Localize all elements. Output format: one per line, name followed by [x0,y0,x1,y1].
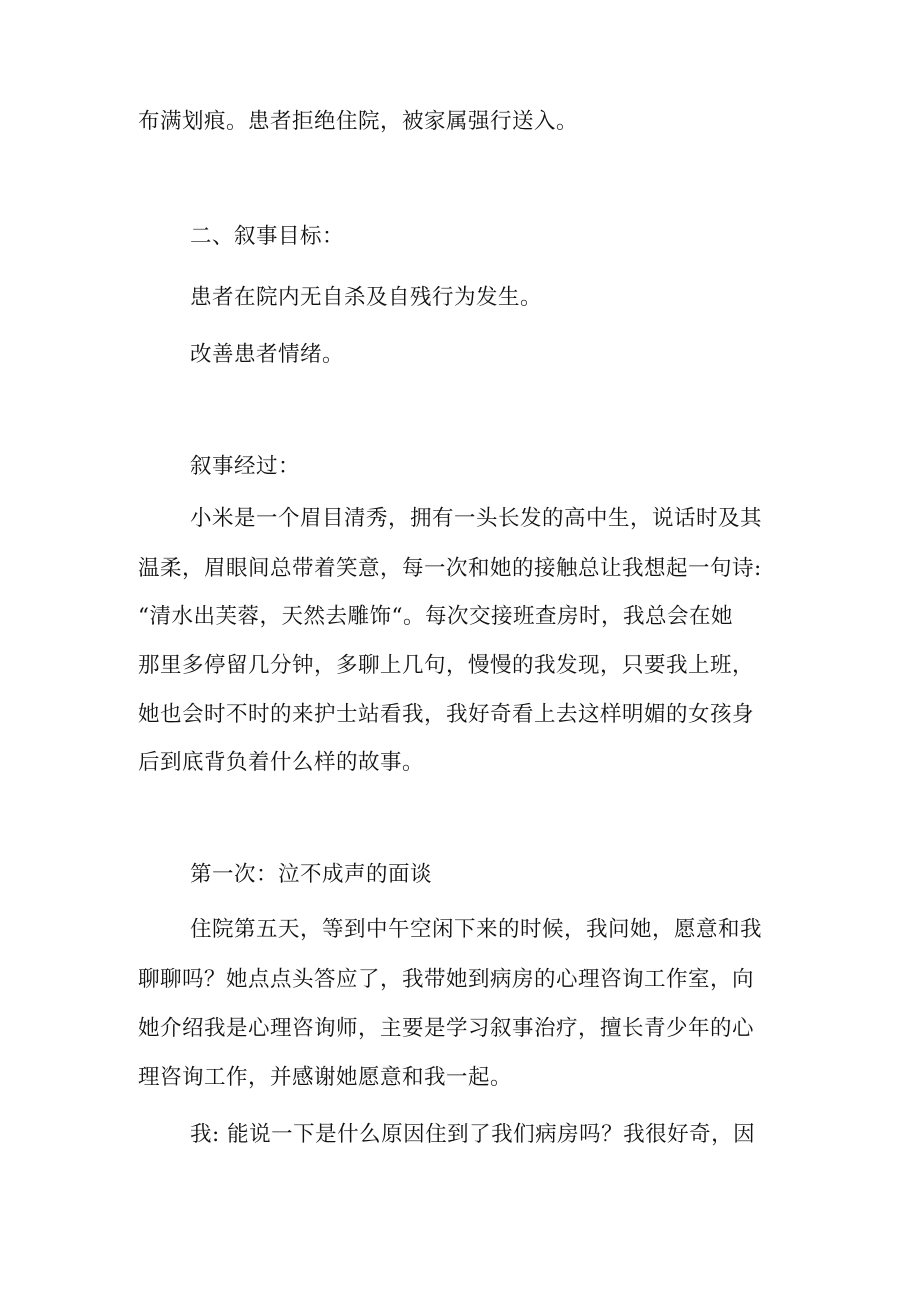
paragraph-line: 她也会时不时的来护士站看我，我好奇看上去这样明媚的女孩身 [138,702,755,727]
process-heading: 叙事经过： [190,454,301,479]
goal-item: 改善患者情绪。 [190,342,345,367]
paragraph-line: 住院第五天，等到中午空闲下来的时候，我问她，愿意和我 [190,917,763,942]
dialogue-line: 我: 能说一下是什么原因住到了我们病房吗？我很好奇，因 [190,1122,756,1147]
paragraph-line: “清水出芙蓉，天然去雕饰“。每次交接班查房时，我总会在她 [138,604,733,629]
paragraph-line: 小米是一个眉目清秀，拥有一头长发的高中生，说话时及其 [190,506,763,531]
paragraph-line: 她介绍我是心理咨询师，主要是学习叙事治疗，擅长青少年的心 [138,1016,755,1041]
goal-item: 患者在院内无自杀及自残行为发生。 [190,285,543,310]
paragraph-line: 温柔，眉眼间总带着笑意，每一次和她的接触总让我想起一句诗: [138,556,762,581]
paragraph-line: 理咨询工作，并感谢她愿意和我一起。 [138,1065,513,1090]
intro-line: 布满划痕。患者拒绝住院，被家属强行送入。 [138,109,579,134]
session-heading: 第一次：泣不成声的面谈 [190,862,433,887]
goals-heading: 二、叙事目标： [190,224,345,249]
paragraph-line: 后到底背负着什么样的故事。 [138,750,425,775]
paragraph-line: 那里多停留几分钟，多聊上几句，慢慢的我发现，只要我上班， [138,653,755,678]
paragraph-line: 聊聊吗？她点点头答应了，我带她到病房的心理咨询工作室，向 [138,967,755,992]
